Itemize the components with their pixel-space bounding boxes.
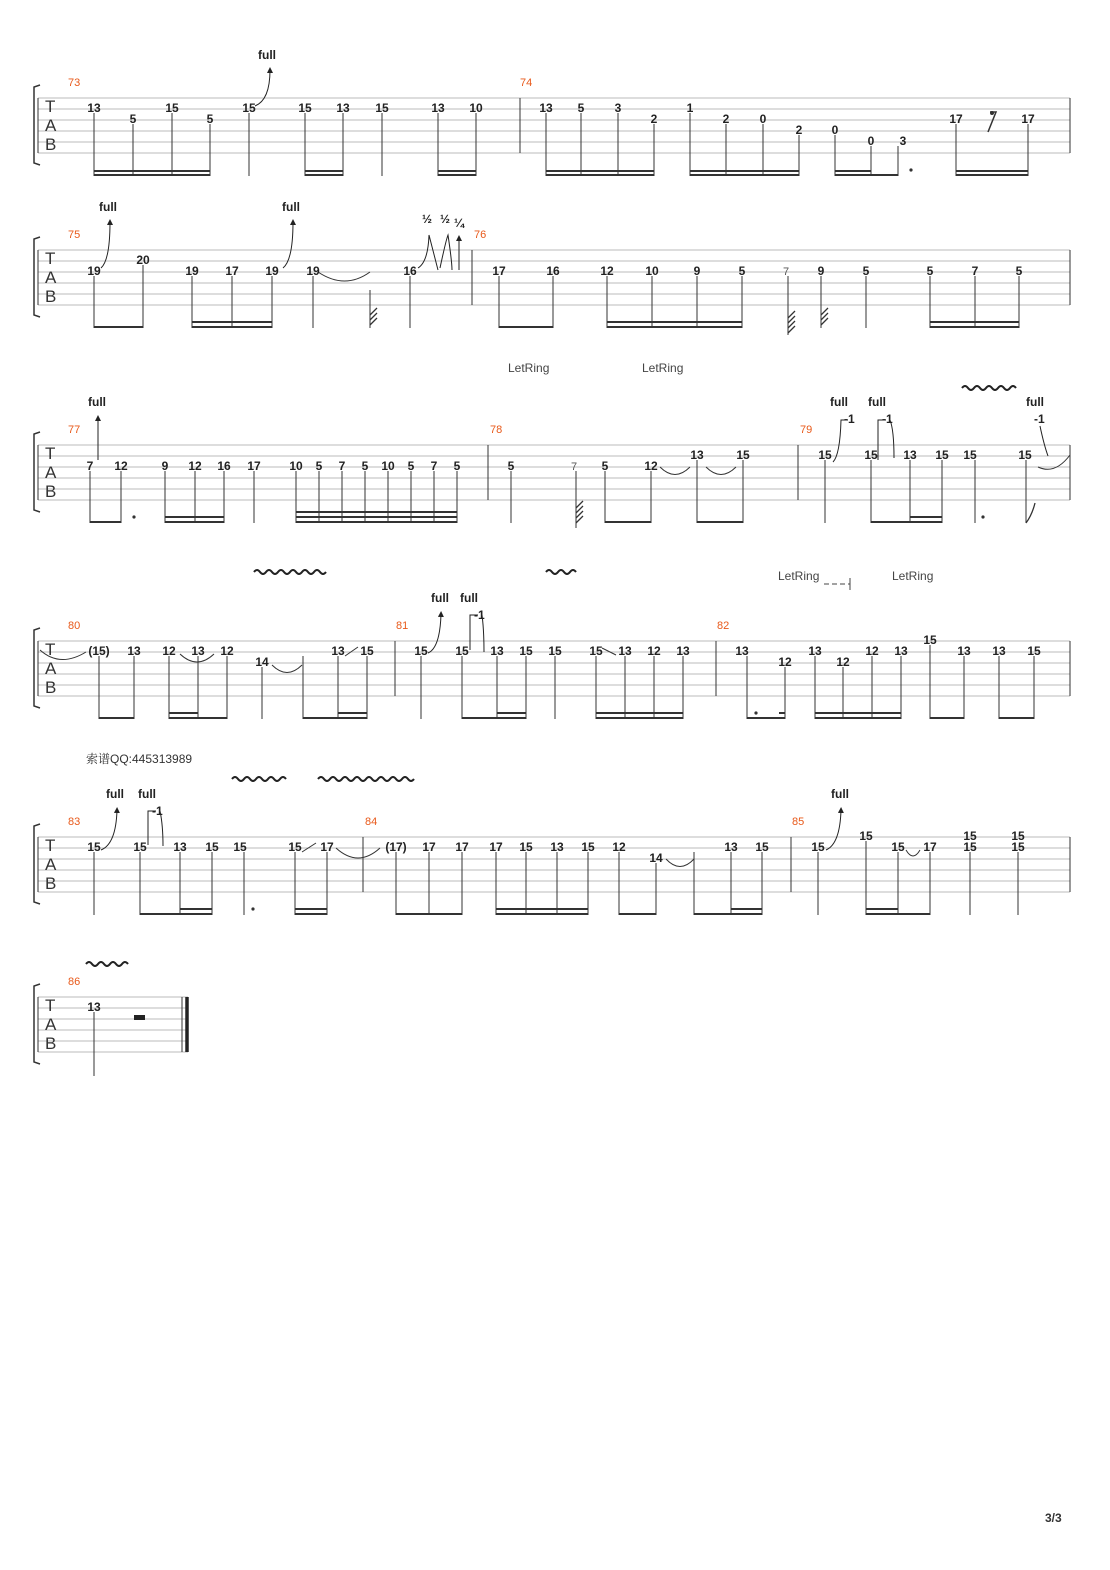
fret-number: 13	[331, 644, 345, 658]
fret-number: 13	[336, 101, 350, 115]
fret-number: 12	[865, 644, 879, 658]
fret-number: 5	[601, 459, 609, 473]
bend-label: full	[830, 395, 848, 409]
fret-number: 5	[129, 112, 137, 126]
bend-label: full	[106, 787, 124, 801]
fret-number: 7	[782, 266, 790, 278]
vibrato-mark	[86, 962, 128, 966]
measure-number: 77	[68, 424, 81, 436]
fret-number: 17	[422, 840, 436, 854]
fret-number: 10	[381, 459, 395, 473]
fret-number: 15	[133, 840, 147, 854]
fret-number: 9	[161, 459, 169, 473]
tab-letter-b: B	[45, 874, 57, 893]
fret-number: 13	[735, 644, 749, 658]
fret-number: 12	[647, 644, 661, 658]
fret-number: 15	[375, 101, 389, 115]
fret-number: 13	[618, 644, 632, 658]
fret-number: 19	[87, 264, 101, 278]
fret-number: 9	[693, 264, 701, 278]
fret-number: 15	[963, 448, 977, 462]
measure-number: 80	[68, 620, 81, 632]
fret-number: 13	[87, 1000, 101, 1014]
fret-number: 13	[539, 101, 553, 115]
fret-number: 16	[546, 264, 560, 278]
fret-number: 7	[86, 459, 94, 473]
fret-number: 5	[1015, 264, 1023, 278]
measure-number: 75	[68, 229, 81, 241]
fret-number: 10	[645, 264, 659, 278]
let-ring-annotation: LetRing	[642, 361, 684, 375]
fret-number: 13	[808, 644, 822, 658]
fret-number: 5	[577, 101, 585, 115]
fret-number: 15	[589, 644, 603, 658]
fret-number: 15	[1027, 644, 1041, 658]
tab-letter-t: T	[45, 836, 56, 855]
fret-number: 13	[957, 644, 971, 658]
fret-number: 5	[926, 264, 934, 278]
fret-number: 15	[1011, 829, 1025, 843]
tab-system-3	[34, 361, 1070, 528]
fret-number: 15	[414, 644, 428, 658]
transcriber-credit: 索谱QQ:445313989	[86, 752, 193, 766]
fret-number: 5	[206, 112, 214, 126]
fret-number: 10	[469, 101, 483, 115]
fret-number: 14	[255, 655, 269, 669]
tab-letter-a: A	[45, 1015, 57, 1034]
fret-number: 15	[818, 448, 832, 462]
fret-number: 15	[87, 840, 101, 854]
fret-number: 5	[315, 459, 323, 473]
fret-number: 15	[963, 829, 977, 843]
fret-number: 10	[289, 459, 303, 473]
fret-number: 20	[136, 253, 150, 267]
fret-number: 13	[173, 840, 187, 854]
bend-label: full	[258, 48, 276, 62]
tab-letter-t: T	[45, 444, 56, 463]
fret-number: 12	[778, 655, 792, 669]
tab-system-6	[34, 962, 188, 1076]
page-number: 3/3	[1045, 1511, 1062, 1525]
fret-number: 15	[1018, 448, 1032, 462]
fret-number: 15	[298, 101, 312, 115]
fret-number: 7	[570, 461, 578, 473]
measure-number: 82	[717, 620, 730, 632]
fret-number: 1	[686, 101, 694, 115]
let-ring-annotation: LetRing	[778, 569, 820, 583]
fret-number: 0	[867, 134, 875, 148]
tab-letter-t: T	[45, 996, 56, 1015]
measure-number: 85	[792, 816, 805, 828]
fret-number: 15	[755, 840, 769, 854]
fret-number: 15	[963, 840, 977, 854]
fret-number: 15	[205, 840, 219, 854]
fret-number: 14	[649, 851, 663, 865]
fret-number: 17	[489, 840, 503, 854]
fret-number: 5	[407, 459, 415, 473]
tab-letter-b: B	[45, 678, 57, 697]
fret-number: 15	[519, 644, 533, 658]
fret-number: 12	[612, 840, 626, 854]
vibrato-mark	[962, 386, 1016, 390]
fret-number: 13	[724, 840, 738, 854]
fret-number: 12	[644, 459, 658, 473]
fret-number: 12	[114, 459, 128, 473]
vibrato-mark	[254, 570, 326, 574]
tab-letter-b: B	[45, 1034, 57, 1053]
fret-number: 3	[899, 134, 907, 148]
fret-number: 15	[288, 840, 302, 854]
bend-label: ¼	[454, 216, 465, 230]
fret-number: 5	[453, 459, 461, 473]
fret-number: 13	[992, 644, 1006, 658]
fret-number: 17	[949, 112, 963, 126]
measure-number: 73	[68, 77, 81, 89]
fret-number: 12	[600, 264, 614, 278]
bend-label: full	[138, 787, 156, 801]
fret-number: 17	[923, 840, 937, 854]
fret-number: 19	[306, 264, 320, 278]
fret-number: 7	[338, 459, 346, 473]
tab-letter-a: A	[45, 268, 57, 287]
fret-number: 17	[455, 840, 469, 854]
fret-number: 7	[971, 264, 979, 278]
bend-label: -1	[844, 412, 855, 426]
fret-number: 13	[690, 448, 704, 462]
fret-number: 12	[188, 459, 202, 473]
tab-letter-b: B	[45, 135, 57, 154]
vibrato-mark	[318, 777, 414, 781]
measure-number: 78	[490, 424, 503, 436]
bend-label: full	[831, 787, 849, 801]
bend-label: full	[99, 200, 117, 214]
fret-number: 17	[492, 264, 506, 278]
bend-label: -1	[1034, 412, 1045, 426]
bend-label: full	[431, 591, 449, 605]
fret-number: 13	[490, 644, 504, 658]
fret-number: 15	[891, 840, 905, 854]
fret-number: 17	[247, 459, 261, 473]
fret-number: (17)	[385, 840, 407, 854]
fret-number: 13	[894, 644, 908, 658]
tab-letter-t: T	[45, 97, 56, 116]
bend-label: full	[460, 591, 478, 605]
tab-letter-t: T	[45, 640, 56, 659]
fret-number: 12	[162, 644, 176, 658]
fret-number: 15	[859, 829, 873, 843]
fret-number: 15	[165, 101, 179, 115]
tab-letter-a: A	[45, 855, 57, 874]
fret-number: 0	[759, 112, 767, 126]
vibrato-mark	[546, 570, 576, 574]
measure-number: 86	[68, 976, 81, 988]
bend-label: full	[868, 395, 886, 409]
tab-system-4	[34, 569, 1070, 719]
fret-number: 0	[831, 123, 839, 137]
fret-number: 15	[935, 448, 949, 462]
let-ring-annotation: LetRing	[892, 569, 934, 583]
bend-label: full	[1026, 395, 1044, 409]
fret-number: 15	[519, 840, 533, 854]
let-ring-annotation: LetRing	[508, 361, 550, 375]
fret-number: 15	[581, 840, 595, 854]
measure-number: 83	[68, 816, 81, 828]
bend-label: full	[282, 200, 300, 214]
fret-number: 2	[722, 112, 730, 126]
fret-number: 7	[430, 459, 438, 473]
bend-label: ½	[440, 212, 451, 226]
fret-number: 17	[1021, 112, 1035, 126]
fret-number: 15	[811, 840, 825, 854]
tab-system-5	[34, 752, 1070, 915]
tab-letter-b: B	[45, 482, 57, 501]
fret-number: 16	[403, 264, 417, 278]
fret-number: 15	[923, 633, 937, 647]
fret-number: 17	[320, 840, 334, 854]
fret-number: 5	[361, 459, 369, 473]
bend-label: -1	[882, 412, 893, 426]
fret-number: 5	[738, 264, 746, 278]
fret-number: 5	[507, 459, 515, 473]
tab-system-2	[34, 200, 1070, 335]
fret-number: 15	[864, 448, 878, 462]
fret-number: 15	[242, 101, 256, 115]
measure-number: 76	[474, 229, 487, 241]
fret-number: 15	[455, 644, 469, 658]
fret-number: 15	[1011, 840, 1025, 854]
tab-letter-t: T	[45, 249, 56, 268]
fret-number: 16	[217, 459, 231, 473]
fret-number: (15)	[88, 644, 110, 658]
fret-number: 12	[220, 644, 234, 658]
fret-number: 2	[650, 112, 658, 126]
fret-number: 13	[903, 448, 917, 462]
fret-number: 17	[225, 264, 239, 278]
tab-letter-b: B	[45, 287, 57, 306]
fret-number: 13	[676, 644, 690, 658]
half-rest	[134, 1015, 145, 1020]
bend-label: -1	[474, 608, 485, 622]
measure-number: 81	[396, 620, 409, 632]
fret-number: 15	[736, 448, 750, 462]
fret-number: 15	[233, 840, 247, 854]
fret-number: 9	[817, 264, 825, 278]
fret-number: 12	[836, 655, 850, 669]
tab-letter-a: A	[45, 116, 57, 135]
fret-number: 13	[127, 644, 141, 658]
bend-label: full	[88, 395, 106, 409]
fret-number: 15	[360, 644, 374, 658]
fret-number: 19	[265, 264, 279, 278]
bend-label: -1	[152, 804, 163, 818]
fret-number: 13	[87, 101, 101, 115]
tab-letter-a: A	[45, 659, 57, 678]
tab-system-1	[34, 48, 1070, 176]
fret-number: 15	[548, 644, 562, 658]
tab-letter-a: A	[45, 463, 57, 482]
fret-number: 13	[550, 840, 564, 854]
bend-label: ½	[422, 212, 433, 226]
fret-number: 13	[191, 644, 205, 658]
measure-number: 84	[365, 816, 378, 828]
fret-number: 19	[185, 264, 199, 278]
vibrato-mark	[232, 777, 286, 781]
fret-number: 3	[614, 101, 622, 115]
fret-number: 2	[795, 123, 803, 137]
measure-number: 74	[520, 77, 533, 89]
fret-number: 13	[431, 101, 445, 115]
measure-number: 79	[800, 424, 813, 436]
fret-number: 5	[862, 264, 870, 278]
